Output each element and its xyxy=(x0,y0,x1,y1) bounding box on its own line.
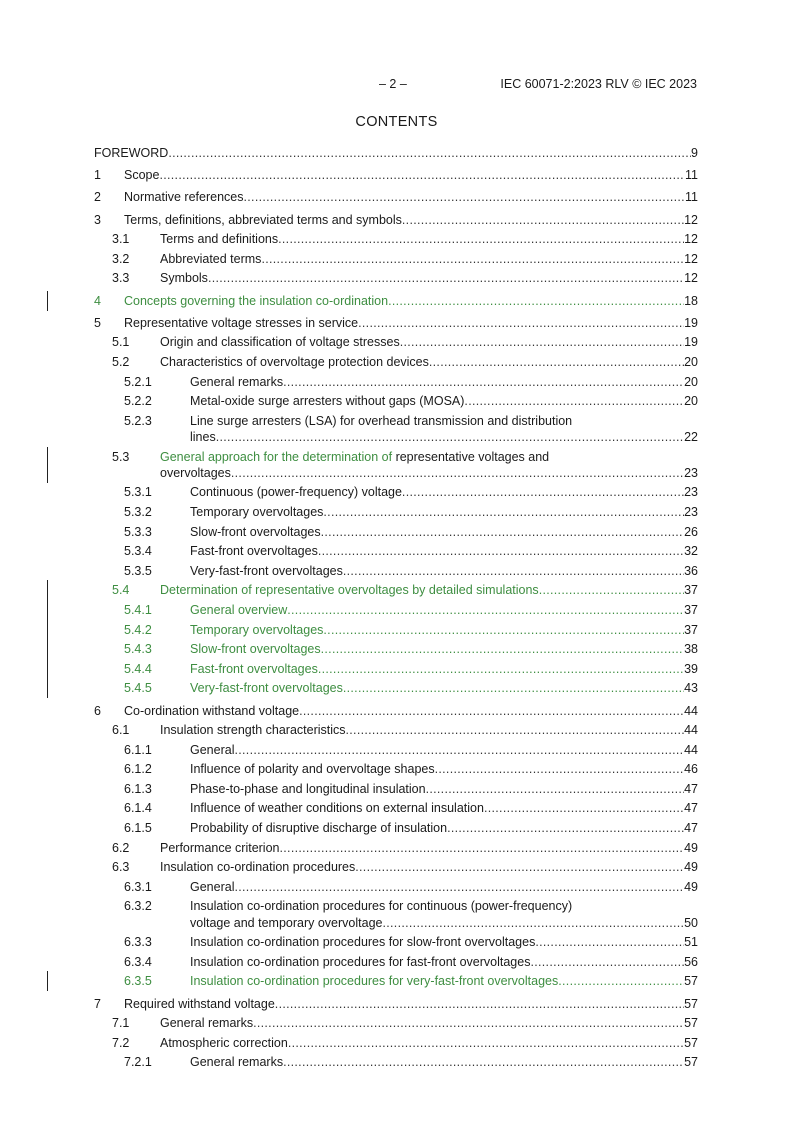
toc-entry-number: 5.4 xyxy=(112,583,130,598)
toc-entry[interactable] xyxy=(94,661,698,677)
toc-entry-title xyxy=(190,898,572,914)
toc-entry-number: 5.2.1 xyxy=(124,374,152,389)
toc-entry-page: 26 xyxy=(684,524,698,539)
toc-entry-title: Slow-front overvoltages xyxy=(190,524,321,539)
toc-leader-dots xyxy=(535,934,684,950)
toc-entry-page: 47 xyxy=(684,801,698,816)
toc-entry-title: Representative voltage stresses in service xyxy=(124,315,359,330)
toc-entry-page: 57 xyxy=(684,1055,698,1070)
toc-entry[interactable] xyxy=(94,1054,698,1070)
toc-entry-page: 12 xyxy=(684,232,698,247)
toc-entry-number: 5.3.5 xyxy=(124,563,152,578)
toc-entry-title: General remarks xyxy=(190,374,284,389)
toc-entry-line xyxy=(94,212,698,228)
toc-entry-page: 56 xyxy=(684,954,698,969)
toc-entry-title: Very-fast-front overvoltages xyxy=(190,563,343,578)
toc-entry[interactable] xyxy=(94,582,698,598)
toc-leader-dots xyxy=(539,582,684,598)
toc-entry-page: 49 xyxy=(684,860,698,875)
change-bar xyxy=(47,600,48,620)
toc-entry-line xyxy=(94,543,698,559)
toc-entry-second-line xyxy=(94,429,698,445)
toc-entry-number: 6.2 xyxy=(112,840,130,855)
toc-leader-dots xyxy=(234,879,684,895)
toc-entry-title: Insulation co-ordination procedures xyxy=(160,860,356,875)
toc-entry-line xyxy=(94,781,698,797)
toc-entry-title: Slow-front overvoltages xyxy=(190,642,321,657)
toc-entry[interactable] xyxy=(94,504,698,520)
toc-entry-line xyxy=(94,504,698,520)
toc-entry[interactable] xyxy=(94,722,698,738)
toc-entry-number: 5.4.5 xyxy=(124,681,152,696)
toc-entry-page: 9 xyxy=(691,146,698,160)
toc-entry-title: Influence of polarity and overvoltage shapes xyxy=(190,762,435,777)
toc-entry-title-continued: overvoltages xyxy=(160,465,231,480)
toc-entry[interactable] xyxy=(94,270,698,286)
toc-entry-line xyxy=(94,661,698,677)
toc-entry-line xyxy=(94,374,698,390)
toc-entry-number: 5.4.2 xyxy=(124,622,152,637)
toc-entry-title: Insulation co-ordination procedures for fast-front overvoltages xyxy=(190,954,531,969)
toc-entry[interactable] xyxy=(94,189,698,205)
toc-leader-dots xyxy=(280,840,685,856)
toc-entry-line xyxy=(94,293,698,309)
toc-entry-line xyxy=(94,761,698,777)
toc-entry-line xyxy=(94,1035,698,1051)
toc-entry[interactable] xyxy=(94,354,698,370)
toc-entry-line xyxy=(94,484,698,500)
toc-leader-dots xyxy=(464,393,684,409)
toc-entry-number: 6.1.5 xyxy=(124,821,152,836)
toc-entry-page: 12 xyxy=(684,271,698,286)
toc-entry-title: Concepts governing the insulation co-ordination xyxy=(124,293,389,308)
toc-entry-page: 39 xyxy=(684,661,698,676)
toc-entry-number: 5.3.1 xyxy=(124,485,152,500)
toc-entry[interactable] xyxy=(94,145,698,161)
change-bar xyxy=(47,639,48,659)
toc-entry-page: 11 xyxy=(685,190,698,205)
toc-entry[interactable] xyxy=(94,742,698,758)
toc-entry-page: 50 xyxy=(684,915,698,930)
toc-entry-number: 6.3 xyxy=(112,860,130,875)
toc-entry-page: 37 xyxy=(684,583,698,598)
toc-entry-line xyxy=(94,680,698,696)
toc-leader-dots xyxy=(429,354,684,370)
toc-entry-title: Terms and definitions xyxy=(160,232,279,247)
toc-leader-dots xyxy=(435,761,684,777)
toc-leader-dots xyxy=(216,429,684,445)
toc-entry-page: 19 xyxy=(684,315,698,330)
toc-entry-title: Temporary overvoltages xyxy=(190,622,324,637)
toc-entry-page: 12 xyxy=(684,212,698,227)
toc-entry-number: 6.1 xyxy=(112,723,130,738)
toc-entry-number: 5.2.3 xyxy=(124,413,152,428)
toc-entry[interactable] xyxy=(94,973,698,989)
toc-entry-number: 5.3 xyxy=(112,449,130,464)
toc-leader-dots xyxy=(484,800,684,816)
toc-entry-number: 5.4.3 xyxy=(124,642,152,657)
toc-entry[interactable] xyxy=(94,413,698,445)
toc-entry-number: 5.2.2 xyxy=(124,394,152,409)
toc-entry-number: 5 xyxy=(94,315,101,330)
change-bar xyxy=(47,580,48,600)
toc-entry-number: 6.1.4 xyxy=(124,801,152,816)
toc-entry[interactable] xyxy=(94,167,698,183)
toc-entry-line xyxy=(94,996,698,1012)
toc-entry-page: 57 xyxy=(684,1016,698,1031)
toc-entry-page: 19 xyxy=(684,335,698,350)
toc-entry-title: Influence of weather conditions on external insulation xyxy=(190,801,484,816)
toc-leader-dots xyxy=(382,915,684,931)
toc-entry[interactable] xyxy=(94,879,698,895)
toc-entry-number: 6.3.3 xyxy=(124,935,152,950)
toc-entry-title: Fast-front overvoltages xyxy=(190,544,318,559)
toc-entry-title: General remarks xyxy=(160,1016,254,1031)
toc-entry[interactable] xyxy=(94,449,698,481)
toc-entry-number: 6.3.2 xyxy=(124,899,152,914)
toc-leader-dots xyxy=(346,722,685,738)
toc-entry[interactable] xyxy=(94,1035,698,1051)
toc-entry-title-continued: voltage and temporary overvoltage xyxy=(190,915,383,930)
toc-leader-dots xyxy=(283,374,684,390)
toc-entry-title: Symbols xyxy=(160,271,208,286)
toc-entry-title xyxy=(190,413,572,429)
toc-entry-title: Required withstand voltage xyxy=(124,996,275,1011)
toc-entry-page: 47 xyxy=(684,821,698,836)
toc-entry-number: 6.3.4 xyxy=(124,954,152,969)
toc-entry-line xyxy=(94,820,698,836)
toc-entry-first-line xyxy=(94,898,698,914)
toc-leader-dots xyxy=(299,703,684,719)
toc-leader-dots xyxy=(323,504,684,520)
toc-entry-title: Insulation co-ordination procedures for slow-front overvoltages xyxy=(190,935,536,950)
toc-entry-line xyxy=(94,189,698,205)
toc-entry[interactable] xyxy=(94,800,698,816)
document-identifier: IEC 60071-2:2023 RLV © IEC 2023 xyxy=(500,77,697,91)
contents-heading: CONTENTS xyxy=(355,114,438,130)
toc-entry-page: 51 xyxy=(684,935,698,950)
toc-entry-line xyxy=(94,934,698,950)
change-bar xyxy=(47,971,48,991)
toc-entry-line xyxy=(94,973,698,989)
toc-entry-number: 7.2.1 xyxy=(124,1055,152,1070)
toc-entry[interactable] xyxy=(94,602,698,618)
toc-entry-number: 7.2 xyxy=(112,1035,130,1050)
toc-leader-dots xyxy=(275,996,684,1012)
toc-entry-page: 57 xyxy=(684,974,698,989)
toc-leader-dots xyxy=(244,189,686,205)
toc-entry-line xyxy=(94,641,698,657)
toc-leader-dots xyxy=(402,212,684,228)
toc-leader-dots xyxy=(231,465,684,481)
toc-leader-dots xyxy=(253,1015,684,1031)
toc-entry[interactable] xyxy=(94,374,698,390)
toc-leader-dots xyxy=(321,524,684,540)
toc-leader-dots xyxy=(318,661,684,677)
toc-entry-line xyxy=(94,251,698,267)
toc-leader-dots xyxy=(530,954,684,970)
toc-entry-number: 7.1 xyxy=(112,1016,130,1031)
toc-entry[interactable] xyxy=(94,334,698,350)
toc-leader-dots xyxy=(402,484,684,500)
toc-entry-number: 6.1.3 xyxy=(124,781,152,796)
toc-leader-dots xyxy=(343,680,684,696)
toc-entry-second-line xyxy=(94,915,698,931)
toc-entry-title: Fast-front overvoltages xyxy=(190,661,318,676)
toc-leader-dots xyxy=(388,293,684,309)
toc-leader-dots xyxy=(558,973,684,989)
toc-leader-dots xyxy=(261,251,684,267)
toc-entry-title-continued: lines xyxy=(190,429,216,444)
toc-entry[interactable] xyxy=(94,393,698,409)
toc-leader-dots xyxy=(355,859,684,875)
toc-entry-page: 22 xyxy=(684,429,698,444)
toc-entry-title: General xyxy=(190,742,235,757)
toc-entry-title: Atmospheric correction xyxy=(160,1035,288,1050)
toc-entry-line xyxy=(94,334,698,350)
toc-entry[interactable] xyxy=(94,315,698,331)
toc-entry[interactable] xyxy=(94,251,698,267)
toc-entry-number: 3.3 xyxy=(112,271,130,286)
toc-entry-number: 1 xyxy=(94,168,101,183)
toc-entry-page: 38 xyxy=(684,642,698,657)
toc-entry-number: 5.4.4 xyxy=(124,661,152,676)
toc-entry[interactable] xyxy=(94,996,698,1012)
toc-leader-dots xyxy=(318,543,684,559)
toc-entry-line xyxy=(94,315,698,331)
toc-entry[interactable] xyxy=(94,820,698,836)
toc-entry[interactable] xyxy=(94,641,698,657)
toc-entry-page: 37 xyxy=(684,622,698,637)
toc-entry-title: Co-ordination withstand voltage xyxy=(124,703,300,718)
toc-entry-title: Very-fast-front overvoltages xyxy=(190,681,343,696)
toc-entry-title: Abbreviated terms xyxy=(160,251,262,266)
toc-entry-page: 57 xyxy=(684,996,698,1011)
toc-entry-line xyxy=(94,622,698,638)
toc-entry-title: Determination of representative overvoltages by detailed simulations xyxy=(160,583,539,598)
toc-entry-page: 57 xyxy=(684,1035,698,1050)
toc-entry-page: 11 xyxy=(685,168,698,183)
toc-leader-dots xyxy=(159,167,685,183)
toc-entry-title: Origin and classification of voltage stresses xyxy=(160,335,400,350)
toc-entry-line xyxy=(94,859,698,875)
toc-entry-number: 3 xyxy=(94,212,101,227)
change-bar xyxy=(47,291,48,311)
toc-entry-title: General overview xyxy=(190,602,288,617)
toc-entry-title: Terms, definitions, abbreviated terms and symbols xyxy=(124,212,402,227)
toc-entry-title-text: Line surge arresters (LSA) for overhead transmission and distribution xyxy=(190,413,573,428)
toc-entry-page: 44 xyxy=(684,703,698,718)
toc-leader-dots xyxy=(321,641,684,657)
toc-entry-number: 5.2 xyxy=(112,354,130,369)
toc-entry-line xyxy=(94,954,698,970)
change-bar xyxy=(47,678,48,698)
toc-entry-first-line xyxy=(94,413,698,429)
toc-entry-title xyxy=(160,449,549,465)
toc-entry-number: 5.3.3 xyxy=(124,524,152,539)
toc-entry-line xyxy=(94,354,698,370)
toc-leader-dots xyxy=(168,145,691,161)
toc-entry-page: 49 xyxy=(684,840,698,855)
toc-entry[interactable] xyxy=(94,781,698,797)
toc-entry-title-changed: General approach for the determination of xyxy=(160,449,393,464)
toc-leader-dots xyxy=(323,622,684,638)
change-bar xyxy=(47,659,48,679)
toc-entry-number: 3.1 xyxy=(112,232,130,247)
toc-entry-page: 20 xyxy=(684,374,698,389)
toc-entry[interactable] xyxy=(94,212,698,228)
toc-entry-number: 3.2 xyxy=(112,251,130,266)
toc-entry-page: 46 xyxy=(684,762,698,777)
change-bar xyxy=(47,447,48,483)
toc-entry[interactable] xyxy=(94,954,698,970)
toc-entry-title: Probability of disruptive discharge of insulation xyxy=(190,821,448,836)
toc-entry-title: Metal-oxide surge arresters without gaps (MOSA) xyxy=(190,394,465,409)
toc-entry-title: Insulation co-ordination procedures for very-fast-front overvoltages xyxy=(190,974,559,989)
toc-entry[interactable] xyxy=(94,934,698,950)
toc-entry-number: 6 xyxy=(94,703,101,718)
toc-entry-page: 37 xyxy=(684,602,698,617)
toc-entry-line xyxy=(94,602,698,618)
toc-entry-title: Continuous (power-frequency) voltage xyxy=(190,485,402,500)
toc-entry-page: 20 xyxy=(684,354,698,369)
toc-entry[interactable] xyxy=(94,680,698,696)
toc-entry-number: 6.1.2 xyxy=(124,762,152,777)
toc-entry[interactable] xyxy=(94,622,698,638)
toc-entry[interactable] xyxy=(94,543,698,559)
toc-entry-page: 23 xyxy=(684,465,698,480)
toc-entry-number: 5.1 xyxy=(112,335,130,350)
toc-entry-title: Normative references xyxy=(124,190,244,205)
change-bar xyxy=(47,620,48,640)
toc-entry-title: Scope xyxy=(124,168,160,183)
toc-entry-page: 18 xyxy=(684,293,698,308)
toc-entry[interactable] xyxy=(94,840,698,856)
toc-entry-second-line xyxy=(94,465,698,481)
toc-entry-number: 5.3.4 xyxy=(124,544,152,559)
toc-entry-page: 44 xyxy=(684,742,698,757)
toc-entry[interactable] xyxy=(94,703,698,719)
toc-entry-number: 2 xyxy=(94,190,101,205)
toc-leader-dots xyxy=(234,742,684,758)
toc-entry[interactable] xyxy=(94,563,698,579)
toc-entry-title: FOREWORD xyxy=(94,146,169,160)
toc-entry-page: 23 xyxy=(684,504,698,519)
toc-entry-title-text: Insulation co-ordination procedures for continuous (power-frequency) xyxy=(190,899,573,914)
toc-leader-dots xyxy=(358,315,684,331)
toc-entry-line xyxy=(94,1054,698,1070)
toc-leader-dots xyxy=(343,563,684,579)
toc-entry-page: 23 xyxy=(684,485,698,500)
toc-entry-line xyxy=(94,722,698,738)
toc-entry[interactable] xyxy=(94,1015,698,1031)
toc-entry[interactable] xyxy=(94,484,698,500)
toc-leader-dots xyxy=(447,820,684,836)
toc-entry-line xyxy=(94,393,698,409)
toc-leader-dots xyxy=(287,602,684,618)
toc-leader-dots xyxy=(283,1054,684,1070)
toc-entry-title: Temporary overvoltages xyxy=(190,504,324,519)
table-of-contents xyxy=(94,145,698,1071)
toc-entry-number: 5.3.2 xyxy=(124,504,152,519)
toc-entry-page: 44 xyxy=(684,723,698,738)
page-number: – 2 – xyxy=(379,77,407,91)
toc-entry-page: 49 xyxy=(684,879,698,894)
toc-entry-line xyxy=(94,167,698,183)
toc-leader-dots xyxy=(278,231,684,247)
toc-leader-dots xyxy=(400,334,684,350)
toc-entry-page: 32 xyxy=(684,544,698,559)
toc-entry-line xyxy=(94,582,698,598)
toc-entry-title-text: representative voltages and xyxy=(392,449,550,464)
toc-leader-dots xyxy=(288,1035,684,1051)
toc-entry-line xyxy=(94,563,698,579)
toc-entry-page: 43 xyxy=(684,681,698,696)
toc-leader-dots xyxy=(426,781,685,797)
toc-entry-title: General remarks xyxy=(190,1055,284,1070)
toc-entry-line xyxy=(94,742,698,758)
toc-entry-title: Performance criterion xyxy=(160,840,280,855)
toc-entry-title: Phase-to-phase and longitudinal insulation xyxy=(190,781,426,796)
toc-entry-title: General xyxy=(190,879,235,894)
toc-entry-line xyxy=(94,840,698,856)
toc-entry-line xyxy=(94,145,698,161)
toc-entry-number: 6.1.1 xyxy=(124,742,152,757)
toc-entry-line xyxy=(94,879,698,895)
toc-entry[interactable] xyxy=(94,231,698,247)
toc-entry[interactable] xyxy=(94,761,698,777)
toc-entry-title: Characteristics of overvoltage protection devices xyxy=(160,354,429,369)
toc-entry-page: 20 xyxy=(684,394,698,409)
toc-entry-page: 36 xyxy=(684,563,698,578)
toc-entry-line xyxy=(94,231,698,247)
toc-entry[interactable] xyxy=(94,524,698,540)
toc-entry-title: Insulation strength characteristics xyxy=(160,723,346,738)
toc-entry-number: 4 xyxy=(94,293,101,308)
toc-entry-page: 12 xyxy=(684,251,698,266)
toc-entry-line xyxy=(94,524,698,540)
toc-entry-number: 5.4.1 xyxy=(124,602,152,617)
toc-entry-line xyxy=(94,703,698,719)
toc-entry-first-line xyxy=(94,449,698,465)
toc-entry-line xyxy=(94,270,698,286)
toc-entry-number: 7 xyxy=(94,996,101,1011)
toc-entry-number: 6.3.5 xyxy=(124,974,152,989)
toc-leader-dots xyxy=(208,270,684,286)
toc-entry-line xyxy=(94,1015,698,1031)
toc-entry-line xyxy=(94,800,698,816)
toc-entry[interactable] xyxy=(94,859,698,875)
toc-entry-page: 47 xyxy=(684,781,698,796)
toc-entry[interactable] xyxy=(94,898,698,930)
toc-entry-number: 6.3.1 xyxy=(124,879,152,894)
toc-entry[interactable] xyxy=(94,293,698,309)
